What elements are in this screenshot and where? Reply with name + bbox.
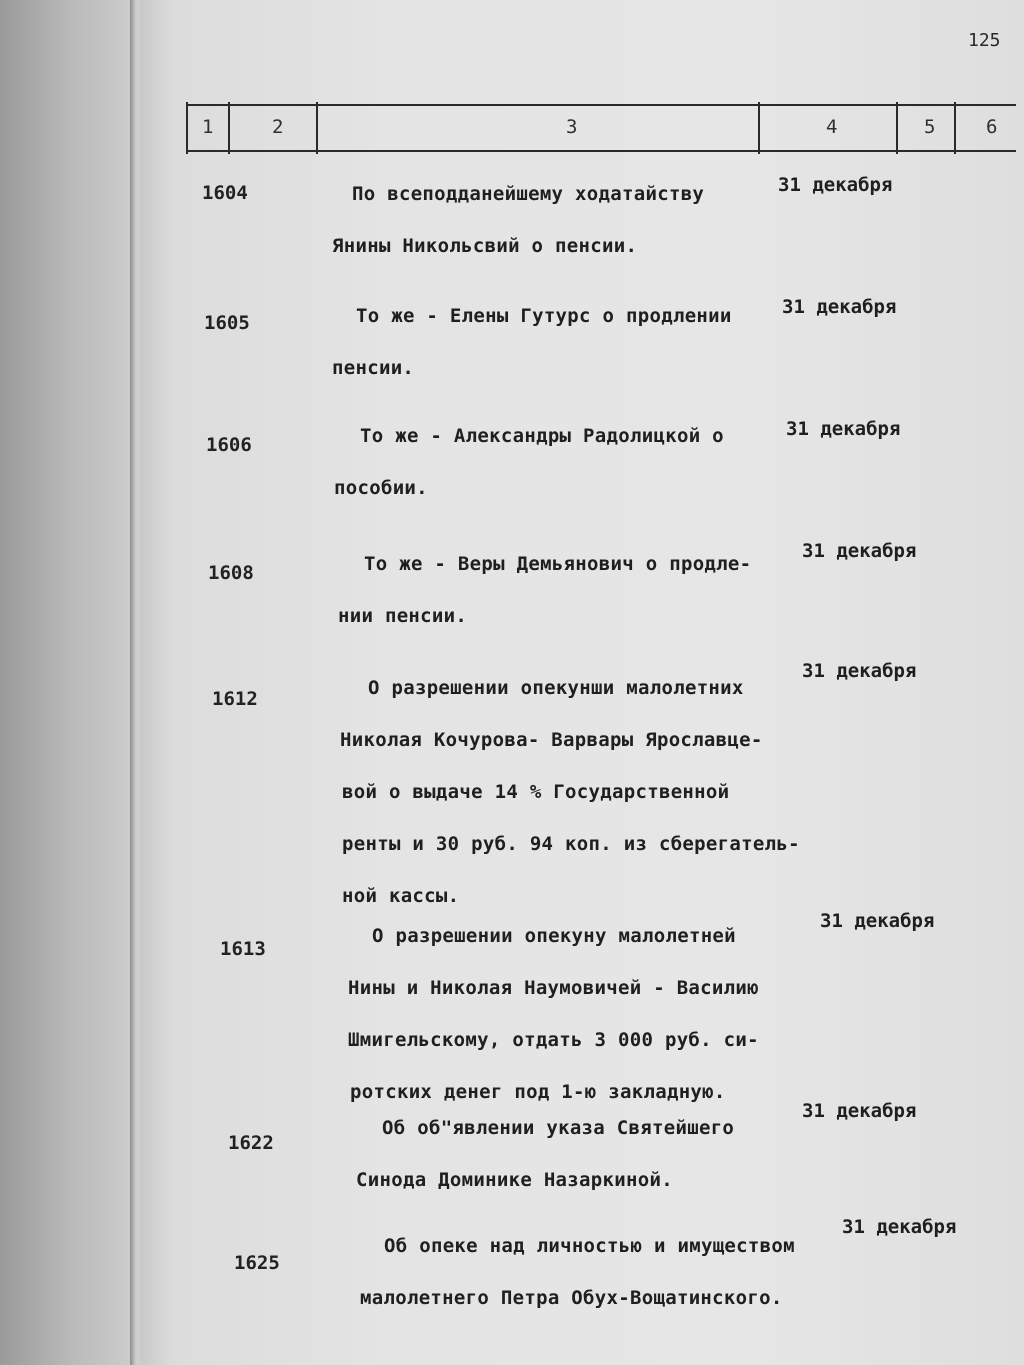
entry-description [340,662,800,922]
column-separator [954,102,956,154]
entry-date: 31 декабря [802,1100,917,1122]
entry-text-line: По всеподданейшему ходатайству [352,183,705,205]
column-separator [896,102,898,154]
entry-description [334,410,724,514]
entry-date: 31 декабря [802,660,917,682]
entry-text-line: Об опеке над личностью и имуществом [384,1235,795,1257]
entry-text-line: Синода Доминике Назаркиной. [356,1169,673,1191]
entry-number: 1625 [234,1252,280,1274]
entry-date: 31 декабря [778,174,893,196]
entry-number: 1604 [202,182,248,204]
entry-text-line: вой о выдаче 14 % Государственной [342,781,730,803]
entry-text-line: Шмигельскому, отдать 3 000 руб. си- [348,1029,759,1051]
entry-number: 1605 [204,312,250,334]
entry-description [338,538,752,642]
entry-number: 1622 [228,1132,274,1154]
column-number-3: 3 [566,116,578,138]
entry-date: 31 декабря [782,296,897,318]
page-edge [130,0,136,1365]
entry-text-line: О разрешении опекуну малолетней [372,925,736,947]
column-number-5: 5 [924,116,936,138]
entry-text-line: Янины Никольсвий о пенсии. [332,235,638,257]
entry-number: 1606 [206,434,252,456]
entry-description [348,910,759,1118]
column-number-4: 4 [826,116,838,138]
entry-text-line: Николая Кочурова- Варвары Ярославцe- [340,729,763,751]
column-separator [758,102,760,154]
entry-date: 31 декабря [786,418,901,440]
column-separator [316,102,318,154]
page-number: 125 [968,30,1001,51]
column-number-6: 6 [986,116,998,138]
entry-text-line: пособии. [334,477,428,499]
column-number-1: 1 [202,116,214,138]
entry-text-line: О разрешении опекунши малолетних [368,677,744,699]
entry-date: 31 декабря [842,1216,957,1238]
entry-description [332,290,732,394]
entry-text-line: малолетнего Петра Обух-Вощатинского. [360,1287,783,1309]
entry-text-line: То же - Елены Гутурс о продлении [356,305,732,327]
book-fold [0,0,140,1365]
column-separator [186,102,188,154]
column-header-table [186,104,1016,152]
entry-number: 1612 [212,688,258,710]
entry-number: 1613 [220,938,266,960]
entry-date: 31 декабря [820,910,935,932]
entry-text-line: нии пенсии. [338,605,468,627]
entry-text-line: Нины и Николая Наумовичей - Василию [348,977,759,999]
entry-description [360,1220,795,1324]
column-number-2: 2 [272,116,284,138]
entry-text-line: То же - Веры Демьянович о продле- [364,553,752,575]
entry-text-line: пенсии. [332,357,415,379]
entry-date: 31 декабря [802,540,917,562]
entry-text-line: ротских денег под 1-ю закладную. [350,1081,726,1103]
column-separator [228,102,230,154]
entry-description [356,1102,735,1206]
entry-number: 1608 [208,562,254,584]
entry-text-line: ной кассы. [342,885,460,907]
entry-text-line: Об об"явлении указа Святейшего [382,1117,735,1139]
entry-text-line: То же - Александры Радолицкой о [360,425,724,447]
entry-text-line: ренты и 30 руб. 94 коп. из сберегатель- [342,833,800,855]
entry-description [332,168,705,272]
